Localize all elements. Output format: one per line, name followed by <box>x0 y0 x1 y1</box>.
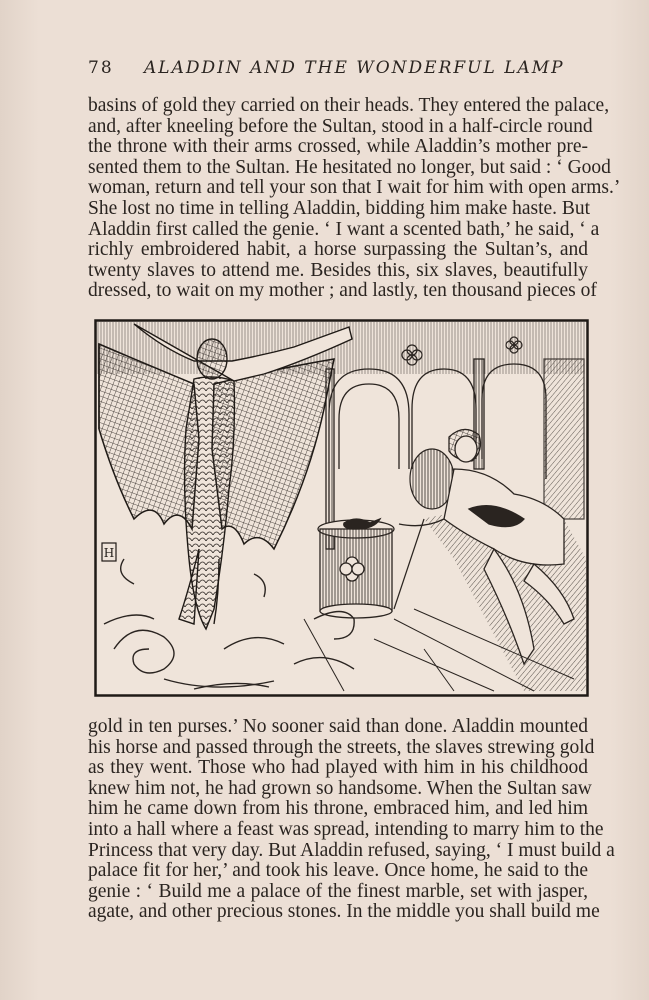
svg-text:H: H <box>103 546 115 560</box>
text-block-top <box>88 95 621 302</box>
illustration-drawing <box>94 319 589 697</box>
text-line: sented them to the Sultan. He hesitated no longer, but said : ‘ Good <box>88 156 611 178</box>
text-line: richly embroidered habit, a horse surpassing the Sultan’s, and <box>88 239 588 261</box>
text-line: dressed, to wait on my mother ; and lastly, ten thousand pieces of <box>88 280 597 302</box>
text-line: gold in ten purses.’ No sooner said than done. Aladdin mounted <box>88 716 588 737</box>
page-number: 78 <box>88 58 114 78</box>
text-line: Princess that very day. But Aladdin refused, saying, ‘ I must build a <box>88 839 615 861</box>
text-line: as they went. Those who had played with him in his childhood <box>88 757 588 779</box>
text-block-bottom <box>88 716 615 923</box>
text-line: Aladdin first called the genie. ‘ I want a scented bath,’ he said, ‘ a <box>88 218 600 240</box>
text-line: genie : ‘ Build me a palace of the finest marble, set with jasper, <box>88 880 588 902</box>
text-line: woman, return and tell your son that I wait for him with open arms.’ <box>88 177 621 199</box>
text-line: twenty slaves to attend me. Besides this, six slaves, beautifully <box>88 259 588 281</box>
text-line: his horse and passed through the streets, the slaves strewing gold <box>88 736 595 758</box>
text-line: She lost no time in telling Aladdin, bidding him make haste. But <box>88 197 591 219</box>
page-header <box>88 58 565 84</box>
text-line: the throne with their arms crossed, while Aladdin’s mother pre- <box>88 136 588 158</box>
text-line: into a hall where a feast was spread, intending to marry him to the <box>88 818 604 840</box>
artist-monogram <box>102 543 116 561</box>
text-line: him he came down from his throne, embraced him, and led him <box>88 798 588 820</box>
side-table-with-lamp <box>318 519 394 618</box>
text-line: palace fit for her,’ and took his leave. Once home, he said to the <box>88 860 588 882</box>
text-line: and, after kneeling before the Sultan, stood in a half-circle round <box>88 115 593 137</box>
text-line: agate, and other precious stones. In the middle you shall build me <box>88 901 600 923</box>
text-line: knew him not, he had grown so handsome. When the Sultan saw <box>88 777 592 799</box>
text-line: basins of gold they carried on their heads. They entered the palace, <box>88 95 610 116</box>
illustration-genie-and-woman <box>94 319 589 697</box>
running-title: ALADDIN AND THE WONDERFUL LAMP <box>144 58 565 78</box>
